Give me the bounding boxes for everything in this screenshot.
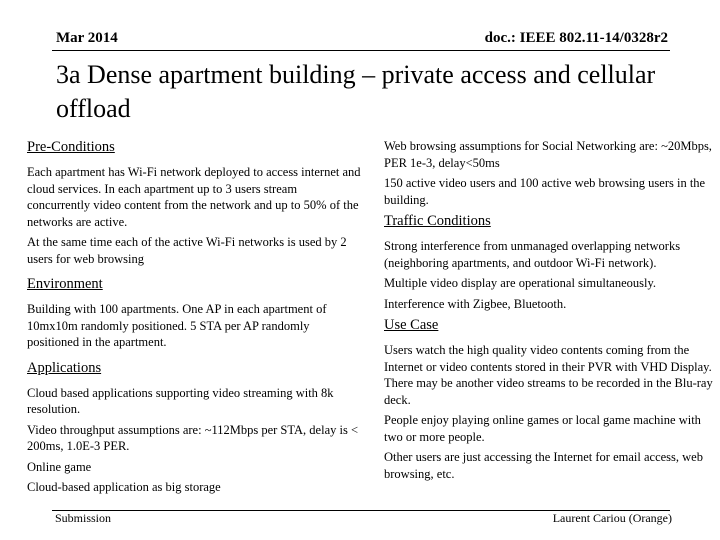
applications-heading: Applications — [27, 359, 102, 376]
usecase-paragraph: Users watch the high quality video contents coming from the Internet or video contents stored in their PVR with VHD Display. There may be another video streams to be recorded in the Blu-ray deck. — [384, 343, 713, 407]
left-column — [27, 138, 362, 500]
preconditions-heading: Pre-Conditions — [27, 139, 115, 155]
web-paragraph: 150 active video users and 100 active web browsing users in the building. — [384, 176, 706, 207]
header-doc-id: doc.: IEEE 802.11-14/0328r2 — [484, 30, 668, 46]
applications-paragraph: Video throughput assumptions are: ~112Mbps per STA, delay is < 200ms, 1.0E-3 PER. — [27, 422, 359, 453]
header-date: Mar 2014 — [56, 30, 118, 46]
traffic-paragraph: Interference with Zigbee, Bluetooth. — [384, 296, 567, 311]
environment-heading: Environment — [27, 276, 103, 292]
traffic-heading: Traffic Conditions — [384, 213, 491, 229]
preconditions-paragraph: Each apartment has Wi-Fi network deployed to access internet and cloud services. In each apartment up to 3 users stream concurrently video content from the network and up to 50% of the networks are active. — [27, 165, 361, 229]
applications-paragraph: Cloud based applications supporting video streaming with 8k resolution. — [27, 385, 334, 416]
header-rule — [52, 50, 670, 51]
slide-title: 3a Dense apartment building – private access and cellular offload — [56, 60, 656, 123]
applications-paragraph: Cloud-based application as big storage — [27, 480, 221, 494]
usecase-heading: Use Case — [384, 317, 439, 333]
environment-paragraph: Building with 100 apartments. One AP in each apartment of 10mx10m randomly positioned. 5 STA per AP randomly positioned in the apartment. — [27, 302, 327, 349]
footer-author: Laurent Cariou (Orange) — [552, 511, 672, 525]
usecase-paragraph: People enjoy playing online games or local game machine with two or more people. — [384, 413, 701, 444]
right-column — [384, 138, 714, 486]
traffic-paragraph: Multiple video display are operational simultaneously. — [384, 276, 657, 290]
footer-submission: Submission — [55, 511, 112, 525]
usecase-paragraph: Other users are just accessing the Internet for email access, web browsing, etc. — [384, 450, 703, 481]
applications-paragraph: Online game — [27, 459, 92, 474]
web-paragraph: Web browsing assumptions for Social Networking are: ~20Mbps, PER 1e-3, delay<50ms — [384, 139, 712, 170]
preconditions-paragraph: At the same time each of the active Wi-Fi networks is used by 2 users for web browsing — [27, 235, 347, 266]
traffic-paragraph: Strong interference from unmanaged overlapping networks (neighboring apartments, and outdoor Wi-Fi network). — [384, 239, 681, 270]
